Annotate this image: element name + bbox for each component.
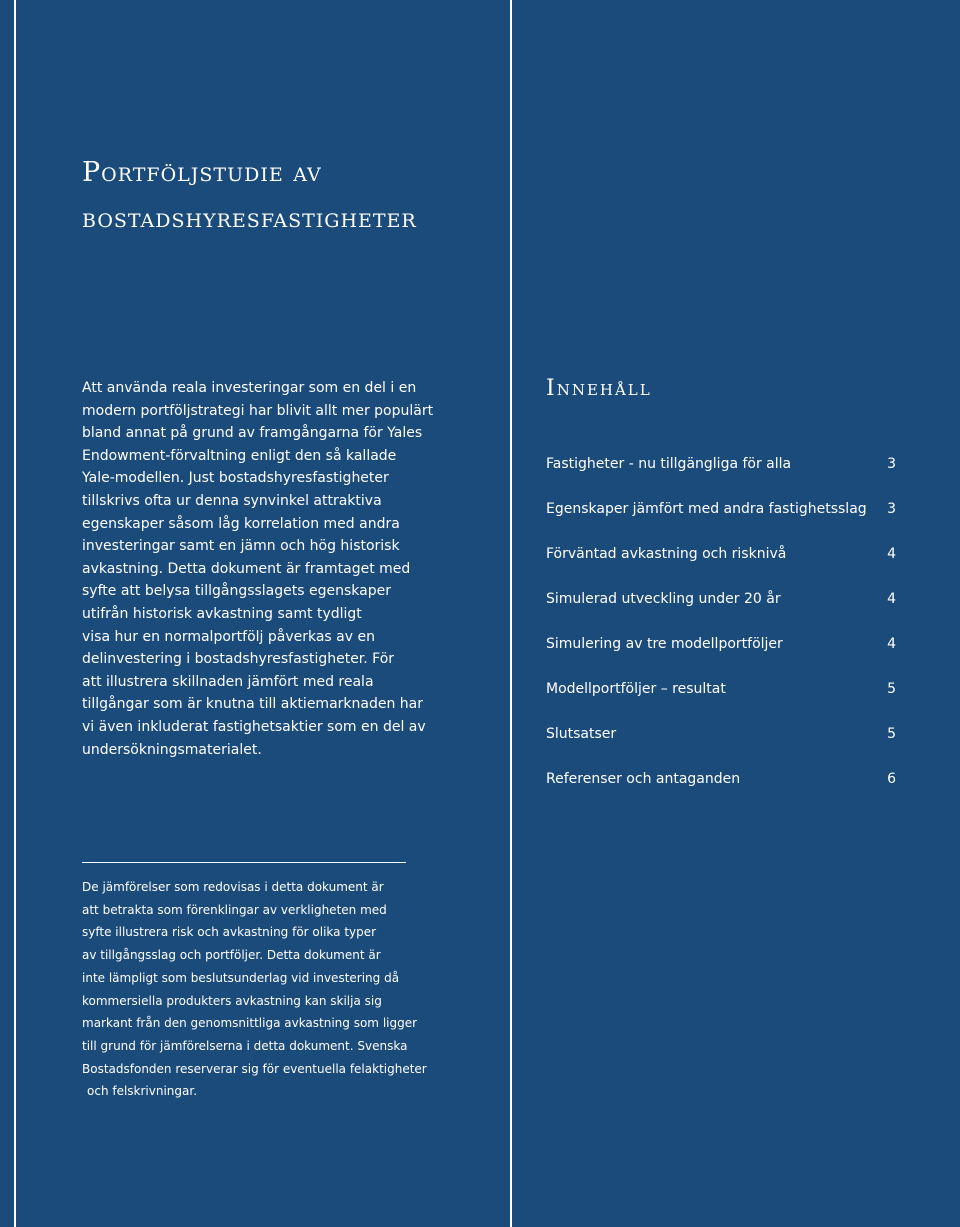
intro-line: vi även inkluderat fastighetsaktier som en del av	[82, 718, 426, 735]
disclaimer-line: att betrakta som förenklingar av verkligheten med	[82, 902, 387, 917]
toc-item-label: Modellportföljer – resultat	[546, 681, 726, 697]
disclaimer-line: syfte illustrera risk och avkastning för olika typer	[82, 925, 377, 940]
title-line: bostadshyresfastigheter	[82, 203, 417, 234]
toc-item-label: Fastigheter - nu tillgängliga för alla	[546, 456, 792, 472]
toc-item[interactable]	[546, 586, 896, 631]
disclaimer-line: och felskrivningar.	[87, 1084, 198, 1099]
intro-line: tillgångar som är knutna till aktiemarknaden har	[82, 696, 423, 713]
disclaimer-line: av tillgångsslag och portföljer. Detta dokument är	[82, 948, 381, 963]
left-border-line	[14, 0, 16, 1227]
intro-line: utifrån historisk avkastning samt tydligt	[82, 605, 362, 622]
toc-item-page: 4	[887, 591, 896, 607]
intro-paragraph	[82, 377, 454, 761]
intro-line: syfte att belysa tillgångsslagets egenskaper	[82, 583, 391, 600]
toc-item-page: 5	[887, 681, 896, 697]
disclaimer-separator-line	[82, 862, 406, 863]
disclaimer-line: Bostadsfonden reserverar sig för eventuella felaktigheter	[82, 1061, 427, 1076]
toc-item-label: Referenser och antaganden	[546, 771, 741, 787]
toc-item-label: Förväntad avkastning och risknivå	[546, 546, 787, 562]
intro-line: undersökningsmaterialet.	[82, 741, 262, 758]
disclaimer-line: kommersiella produkters avkastning kan skilja sig	[82, 993, 382, 1008]
toc-item[interactable]	[546, 496, 896, 541]
intro-line: Endowment-förvaltning enligt den så kallade	[82, 447, 397, 464]
toc-item-page: 4	[887, 636, 896, 652]
intro-line: att illustrera skillnaden jämfört med reala	[82, 673, 374, 690]
column-divider-line	[510, 0, 512, 1227]
toc-item-label: Egenskaper jämfört med andra fastighetsslag	[546, 501, 867, 517]
disclaimer-paragraph	[82, 876, 462, 1103]
table-of-contents	[546, 451, 896, 811]
intro-line: egenskaper såsom låg korrelation med andra	[82, 515, 400, 532]
disclaimer-line: De jämförelser som redovisas i detta dokument är	[82, 880, 384, 894]
toc-item-page: 3	[887, 456, 896, 472]
intro-line: avkastning. Detta dokument är framtaget med	[82, 560, 411, 577]
toc-item-page: 6	[887, 771, 896, 787]
intro-line: visa hur en normalportfölj påverkas av en	[82, 628, 375, 645]
intro-line: bland annat på grund av framgångarna för Yales	[82, 425, 423, 442]
toc-item[interactable]	[546, 676, 896, 721]
intro-line: modern portföljstrategi har blivit allt mer populärt	[82, 402, 434, 419]
disclaimer-line: markant från den genomsnittliga avkastning som ligger	[82, 1016, 418, 1031]
document-title	[82, 150, 502, 242]
toc-item-page: 4	[887, 546, 896, 562]
toc-item-label: Slutsatser	[546, 726, 617, 742]
disclaimer-line: till grund för jämförelserna i detta dokument. Svenska	[82, 1038, 408, 1053]
intro-line: Att använda reala investeringar som en del i en	[82, 380, 417, 396]
toc-item[interactable]	[546, 766, 896, 811]
intro-line: tillskrivs ofta ur denna synvinkel attraktiva	[82, 492, 382, 509]
toc-item-label: Simulerad utveckling under 20 år	[546, 591, 781, 607]
toc-item[interactable]	[546, 631, 896, 676]
title-line: Portföljstudie av	[82, 157, 322, 188]
intro-line: delinvestering i bostadshyresfastigheter. För	[82, 651, 395, 668]
toc-item-page: 3	[887, 501, 896, 517]
intro-line: Yale-modellen. Just bostadshyresfastigheter	[82, 470, 389, 487]
toc-heading: Innehåll	[546, 376, 652, 401]
toc-item[interactable]	[546, 721, 896, 766]
toc-item[interactable]	[546, 451, 896, 496]
intro-line: investeringar samt en jämn och hög historisk	[82, 538, 400, 555]
toc-item-label: Simulering av tre modellportföljer	[546, 636, 783, 652]
disclaimer-line: inte lämpligt som beslutsunderlag vid investering då	[82, 970, 400, 985]
toc-item-page: 5	[887, 726, 896, 742]
toc-item[interactable]	[546, 541, 896, 586]
